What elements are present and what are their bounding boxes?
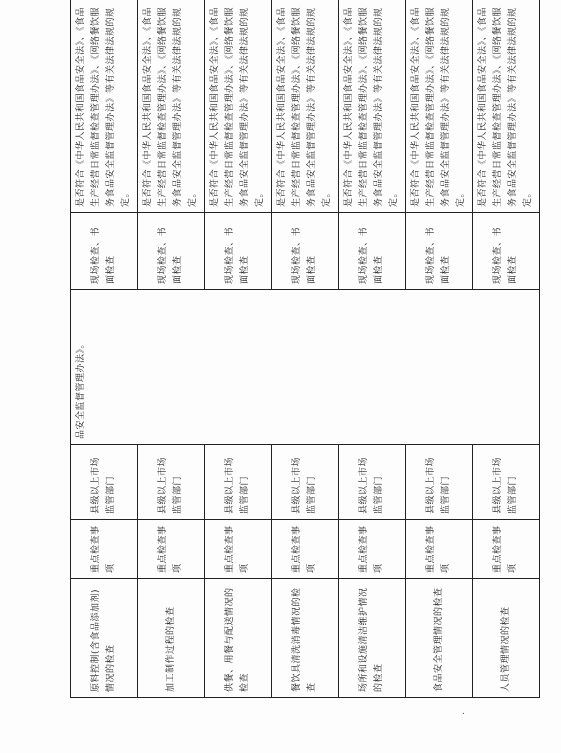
method-cell: 现场检查、书面检查 (473, 213, 540, 290)
rotated-table-container (70, 6, 533, 698)
dept-cell: 县级以上市场监管部门 (272, 445, 339, 520)
dept-cell: 县级以上市场监管部门 (205, 445, 272, 520)
type-cell: 重点检查事项 (473, 520, 540, 579)
dept-cell: 县级以上市场监管部门 (406, 445, 473, 520)
item-cell: 原料控制(含食品添加剂)情况的检查 (71, 579, 138, 698)
dept-cell: 县级以上市场监管部门 (473, 445, 540, 520)
method-cell: 现场检查、书面检查 (272, 213, 339, 290)
standard-cell: 是否符合《中华人民共和国食品安全法》、《食品生产经营日常监督检查管理办法》、《网络餐饮服务食品安全监督管理办法》等有关法律法规的规定。 (339, 0, 406, 213)
item-cell: 场所和设施清洁维护情况的检查 (339, 579, 406, 698)
method-cell: 现场检查、书面检查 (205, 213, 272, 290)
type-cell: 重点检查事项 (138, 520, 205, 579)
type-cell: 重点检查事项 (71, 520, 138, 579)
method-cell: 现场检查、书面检查 (339, 213, 406, 290)
standard-cell: 是否符合《中华人民共和国食品安全法》、《食品生产经营日常监督检查管理办法》、《网络餐饮服务食品安全监督管理办法》等有关法律法规的规定。 (71, 0, 138, 213)
dept-cell: 县级以上市场监管部门 (339, 445, 406, 520)
item-cell: 供餐、用餐与配送情况的检查 (205, 579, 272, 698)
item-cell: 加工制作过程的检查 (138, 579, 205, 698)
item-cell: 人员管理情况的检查 (473, 579, 540, 698)
dept-cell: 县级以上市场监管部门 (71, 445, 138, 520)
standard-cell: 是否符合《中华人民共和国食品安全法》、《食品生产经营日常监督检查管理办法》、《网络餐饮服务食品安全监督管理办法》等有关法律法规的规定。 (138, 0, 205, 213)
type-cell: 重点检查事项 (205, 520, 272, 579)
table-row (71, 0, 138, 698)
method-cell: 现场检查、书面检查 (138, 213, 205, 290)
dept-cell: 县级以上市场监管部门 (138, 445, 205, 520)
type-cell: 重点检查事项 (272, 520, 339, 579)
method-cell: 现场检查、书面检查 (406, 213, 473, 290)
scan-mark: . (462, 707, 465, 717)
standard-cell: 是否符合《中华人民共和国食品安全法》、《食品生产经营日常监督检查管理办法》、《网络餐饮服务食品安全监督管理办法》等有关法律法规的规定。 (272, 0, 339, 213)
standard-cell: 是否符合《中华人民共和国食品安全法》、《食品生产经营日常监督检查管理办法》、《网络餐饮服务食品安全监督管理办法》等有关法律法规的规定。 (406, 0, 473, 213)
item-cell: 食品安全管理情况的检查 (406, 579, 473, 698)
method-cell: 现场检查、书面检查 (71, 213, 138, 290)
standard-cell: 是否符合《中华人民共和国食品安全法》、《食品生产经营日常监督检查管理办法》、《网络餐饮服务食品安全监督管理办法》等有关法律法规的规定。 (205, 0, 272, 213)
type-cell: 重点检查事项 (406, 520, 473, 579)
type-cell: 重点检查事项 (339, 520, 406, 579)
basis-cell: 品安全监督管理办法》。 (71, 290, 540, 445)
inspection-items-table (70, 0, 540, 698)
standard-cell: 是否符合《中华人民共和国食品安全法》、《食品生产经营日常监督检查管理办法》、《网络餐饮服务食品安全监督管理办法》等有关法律法规的规定。 (473, 0, 540, 213)
item-cell: 餐饮具清洗消毒情况的检查 (272, 579, 339, 698)
